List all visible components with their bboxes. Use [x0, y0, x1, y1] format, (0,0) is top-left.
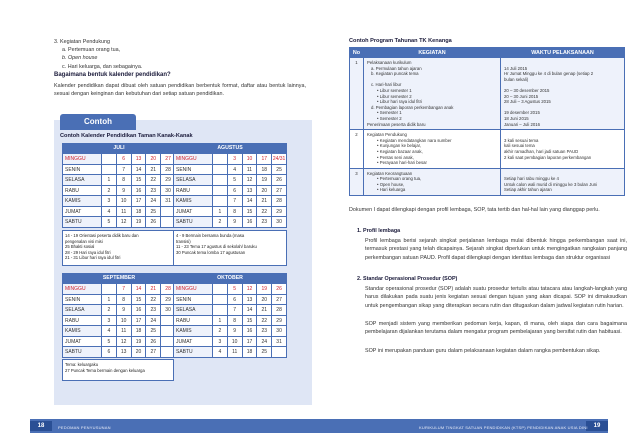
calendar-date: [212, 186, 227, 196]
calendar-september: [62, 273, 176, 358]
paragraph-sop-2: SOP menjadi sistem yang memberikan pedoman kerja, kapan, di mana, oleh siapa dan cara bagaimana pembelajaran dijalankan terutama dalam mengatur program pembelajaran yang bersifat rutin dan habituasi.: [365, 321, 627, 336]
calendar-date: 10: [116, 316, 131, 326]
table-row: [350, 168, 625, 195]
note-line: 14 - 19 Orientasi peserta didik baru dan: [65, 233, 139, 238]
calendar-date: 6: [227, 295, 242, 305]
calendar-day-label: SENIN: [174, 295, 212, 305]
calendar-month-header: AGUSTUS: [174, 144, 286, 153]
page-number-left: 18: [30, 421, 52, 431]
calendar-date: 5: [227, 284, 242, 294]
calendar-date: [212, 165, 227, 175]
calendar-date: 10: [242, 154, 257, 164]
calendar-date: 6: [116, 154, 131, 164]
calendar-date: 11: [116, 326, 131, 336]
calendar-row: [63, 153, 175, 164]
note-line: 11 - 23 Tema 17 agustus di sekolah/ baruku: [176, 244, 257, 250]
waktu-cell: [501, 168, 625, 195]
kegiatan-line: • Pertemuan orang tua,: [377, 176, 422, 182]
calendar-date: 9: [116, 186, 131, 196]
calendar-row: [174, 153, 286, 164]
calendar-row: [63, 195, 175, 206]
calendar-date: 30: [271, 326, 286, 336]
waktu-line: 20 – 30 desember 2015: [504, 87, 550, 93]
calendar-date: 9: [227, 217, 242, 227]
calendar-date: 20: [256, 186, 271, 196]
list-item: a. Pertemuan orang tua,: [62, 47, 121, 54]
calendar-date: 31: [271, 337, 286, 347]
header-kegiatan: KEGIATAN: [364, 48, 501, 58]
kegiatan-cell: [364, 130, 501, 169]
kegiatan-line: • Libur semester 1: [377, 87, 412, 93]
kegiatan-line: • Kegiatan bazaar anak,: [377, 148, 423, 154]
kegiatan-line: • Semester 1: [377, 110, 402, 116]
notes-juli: [62, 230, 174, 266]
calendar-row: [174, 185, 286, 196]
kegiatan-line: a. Permulaan tahun ajaran: [371, 65, 422, 71]
calendar-date: 31: [160, 196, 175, 206]
calendar-date: 29: [271, 316, 286, 326]
calendar-row: [174, 346, 286, 357]
calendar-date: 18: [131, 326, 146, 336]
kegiatan-line: • Pentas seni anak,: [377, 154, 414, 160]
calendar-date: 1: [212, 316, 227, 326]
waktu-line: 18 Juni 2015: [504, 115, 529, 121]
waktu-line: 14 Juli 2015: [504, 65, 528, 71]
calendar-date: 1: [101, 175, 116, 185]
calendar-date: 3: [227, 154, 242, 164]
intro-paragraph: Kalender pendidikan dapat dibuat oleh satuan pendidikan berbentuk format, daftar atau bentuk lainnya, sesuai dengan keinginan dan kebutuhan dari setiap satuan pendidikan.: [54, 83, 306, 98]
calendar-date: 13: [242, 295, 257, 305]
kegiatan-line: Kegiatan Pendukung: [367, 132, 407, 138]
calendar-date: 26: [271, 284, 286, 294]
calendar-date: 3: [101, 316, 116, 326]
intro-paragraph: Dokumen I dapat dilengkapi dengan profil lembaga, SOP, tata tertib dan hal-hal lain yang dianggap perlu.: [349, 207, 600, 213]
calendar-date: 28: [160, 284, 175, 294]
calendar-date: 25: [256, 347, 271, 357]
calendar-date: 5: [101, 217, 116, 227]
calendar-date: [212, 196, 227, 206]
calendar-date: 1: [101, 295, 116, 305]
calendar-date: 11: [242, 165, 257, 175]
calendar-date: 16: [131, 186, 146, 196]
calendar-day-label: SENIN: [174, 165, 212, 175]
calendar-date: 24: [256, 337, 271, 347]
calendar-date: 26: [145, 217, 160, 227]
contoh-tab: [60, 114, 136, 130]
kegiatan-line: Kegiatan Keorangtuaan: [367, 170, 413, 176]
calendar-day-label: SABTU: [63, 217, 101, 227]
right-page: [319, 0, 638, 433]
kegiatan-line: Penerimaan peserta didik baru: [367, 121, 426, 127]
calendar-date: 19: [256, 284, 271, 294]
calendar-date: 30: [160, 305, 175, 315]
calendar-date: 1: [212, 207, 227, 217]
calendar-title: Contoh Kalender Pendidikan Taman Kanak-Kanak: [60, 133, 193, 139]
kegiatan-line: Pelaksanaan kurikulum: [367, 60, 412, 65]
calendar-date: 29: [271, 207, 286, 217]
calendar-agustus: [173, 143, 287, 228]
waktu-line: Hr Jumat Minggu ke 4 di bulan genap (setiap 2: [504, 71, 594, 77]
calendar-date: [101, 165, 116, 175]
note-line: 30 Puncak tema lomba 17 agustusan: [176, 249, 246, 255]
calendar-row: [174, 315, 286, 326]
waktu-cell: [501, 58, 625, 130]
calendar-date: 15: [131, 295, 146, 305]
calendar-row: [63, 294, 175, 305]
calendar-row: [174, 164, 286, 175]
calendar-day-label: SELASA: [174, 175, 212, 185]
calendar-row: [174, 336, 286, 347]
calendar-date: 19: [131, 217, 146, 227]
kegiatan-pendukung-list: [54, 38, 142, 71]
calendar-date: 20: [145, 154, 160, 164]
list-heading: 3. Kegiatan Pendukung: [54, 39, 111, 45]
calendar-day-label: KAMIS: [174, 196, 212, 206]
calendar-date: 9: [116, 305, 131, 315]
calendar-date: 28: [160, 165, 175, 175]
calendar-row: [174, 304, 286, 315]
waktu-line: bulan sekali): [504, 76, 529, 82]
calendar-day-label: JUMAT: [63, 207, 101, 217]
calendar-date: 8: [227, 207, 242, 217]
header-waktu: WAKTU PELAKSANAAN: [501, 48, 625, 58]
calendar-date: 19: [256, 175, 271, 185]
calendar-date: 8: [227, 316, 242, 326]
calendar-date: 7: [227, 305, 242, 315]
note-line: transisi): [176, 238, 191, 244]
calendar-day-label: SABTU: [63, 347, 101, 357]
waktu-line: 20 – 30 Juni 2015: [504, 93, 539, 99]
calendar-date: 12: [242, 175, 257, 185]
calendar-date: 26: [145, 337, 160, 347]
calendar-day-label: MINGGU: [174, 284, 212, 294]
calendar-row: [63, 185, 175, 196]
paragraph-sop-3: SOP ini merupakan panduan guru dalam pelaksanaan kegiatan dalam rangka pembentukan sikap.: [365, 348, 601, 354]
heading-profil: 1. Profil lembaga: [357, 228, 401, 234]
calendar-date: 21: [256, 196, 271, 206]
table-header-row: [350, 48, 625, 58]
calendar-date: 13: [116, 347, 131, 357]
table-row: [350, 58, 625, 130]
calendar-date: 13: [131, 154, 146, 164]
kegiatan-line: • Libur hari raya idul fitri: [377, 99, 422, 105]
calendar-date: [212, 295, 227, 305]
calendar-date: 16: [131, 305, 146, 315]
calendar-date: 8: [116, 295, 131, 305]
waktu-line: akhir ramadhan, hari jadi satuan PAUD: [504, 148, 579, 154]
calendar-day-label: MINGGU: [63, 154, 101, 164]
calendar-date: 15: [242, 316, 257, 326]
calendar-date: 2: [212, 326, 227, 336]
waktu-cell: [501, 130, 625, 169]
kegiatan-line: d. Pembagian laporan perkembangan anak: [371, 104, 454, 110]
calendar-date: 25: [145, 207, 160, 217]
calendar-date: 3: [101, 196, 116, 206]
waktu-line: Setiap akhir tahun ajaran: [504, 187, 552, 193]
calendar-day-label: SELASA: [63, 175, 101, 185]
paragraph-profil: Profil lembaga berisi sejarah singkat perjalanan lembaga mulai dibentuk hingga perkembangan saat ini, termasuk prestasi yang telah dicapainya. Sejarah singkat diperlukan untuk mengingatkan rangkaian panjang perkembangan satuan PAUD. Profil dapat dilengkapi dengan identitas lembaga dan struktur organisasi: [365, 238, 627, 261]
calendar-date: 15: [131, 175, 146, 185]
calendar-date: 23: [256, 217, 271, 227]
calendar-date: 25: [145, 326, 160, 336]
calendar-row: [174, 325, 286, 336]
calendar-date: 11: [227, 347, 242, 357]
waktu-line: 2 kali saat pembagian laporan perkembangan: [504, 154, 592, 160]
calendar-date: [212, 175, 227, 185]
calendar-date: 14: [242, 196, 257, 206]
note-line: 27 Puncak Tema bermain dengan keluarga: [65, 367, 145, 373]
calendar-date: 2: [101, 186, 116, 196]
calendar-date: 6: [227, 186, 242, 196]
row-number: 1: [350, 58, 364, 130]
calendar-date: 29: [160, 175, 175, 185]
calendar-date: 14: [131, 165, 146, 175]
calendar-date: 21: [145, 284, 160, 294]
note-line: 25 Bhakti sosial: [65, 244, 95, 250]
note-line: 28 - 29 Hari raya idul fitri: [65, 249, 111, 255]
calendar-day-label: MINGGU: [63, 284, 101, 294]
calendar-date: 5: [227, 175, 242, 185]
calendar-day-label: KAMIS: [174, 326, 212, 336]
kegiatan-line: • Perayaan hari-hari besar: [377, 160, 427, 166]
calendar-day-label: RABU: [174, 186, 212, 196]
calendar-date: [212, 154, 227, 164]
calendar-row: [174, 195, 286, 206]
row-number: 3: [350, 168, 364, 195]
calendar-date: 13: [242, 186, 257, 196]
calendar-date: 11: [116, 207, 131, 217]
calendar-date: 21: [256, 305, 271, 315]
header-no: No: [350, 48, 364, 58]
calendar-date: [212, 284, 227, 294]
calendar-day-label: KAMIS: [63, 326, 101, 336]
calendar-day-label: SABTU: [174, 217, 212, 227]
calendar-row: [174, 294, 286, 305]
footer-text-left: PEDOMAN PENYUSUNAN: [58, 425, 111, 430]
kegiatan-line: c. Hari-hari libur: [371, 82, 402, 88]
calendar-date: 20: [131, 347, 146, 357]
calendar-month-header: JULI: [63, 144, 175, 153]
list-item: b. Open house: [62, 55, 98, 62]
waktu-line: 3 kali sesuai tema: [504, 137, 539, 143]
notes-september: [62, 359, 174, 381]
calendar-date: 27: [271, 295, 286, 305]
calendar-date: 18: [256, 165, 271, 175]
calendar-day-label: JUMAT: [63, 337, 101, 347]
note-line: Tema: keluargaku: [65, 362, 99, 367]
calendar-date: 7: [227, 196, 242, 206]
note-line: 21 - 31 Libur hari raya idul fitri: [65, 255, 121, 261]
calendar-day-label: JUMAT: [174, 337, 212, 347]
calendar-date: 16: [242, 326, 257, 336]
calendar-day-label: RABU: [63, 316, 101, 326]
kegiatan-line: • Hari keluarga: [377, 187, 406, 193]
calendar-row: [63, 304, 175, 315]
calendar-date: 23: [256, 326, 271, 336]
calendar-date: [212, 305, 227, 315]
calendar-day-label: KAMIS: [63, 196, 101, 206]
kegiatan-line: • Libur semester 2: [377, 93, 412, 99]
calendar-row: [174, 283, 286, 294]
calendar-date: 10: [116, 196, 131, 206]
contoh-label: Contoh: [84, 117, 112, 126]
footer-text-right: KURIKULUM TINGKAT SATUAN PENDIDIKAN (KTSP) PENDIDIKAN ANAK USIA DINI: [419, 425, 588, 430]
waktu-line: Untuk calon wali murid di minggu ke 3 bulan Juni: [504, 181, 598, 187]
program-title: Contoh Program Tahunan TK Kenanga: [349, 38, 452, 44]
calendar-date: 8: [116, 175, 131, 185]
calendar-date: 26: [271, 175, 286, 185]
calendar-date: 21: [145, 165, 160, 175]
calendar-date: 15: [242, 207, 257, 217]
table-row: [350, 130, 625, 169]
waktu-line: Setiap hari rabu minggu ke 4: [504, 176, 559, 182]
calendar-date: 5: [101, 337, 116, 347]
calendar-date: 2: [101, 305, 116, 315]
calendar-date: 4: [227, 165, 242, 175]
waktu-line: kali sesuai tema: [504, 143, 535, 149]
calendar-date: [101, 284, 116, 294]
calendar-date: 7: [116, 165, 131, 175]
calendar-date: 19: [131, 337, 146, 347]
calendar-date: 17: [131, 196, 146, 206]
calendar-oktober: [173, 273, 287, 358]
waktu-line: 19 desember 2015: [504, 110, 540, 116]
calendar-date: 14: [242, 305, 257, 315]
calendar-row: [174, 216, 286, 227]
calendar-date: 22: [256, 316, 271, 326]
calendar-row: [63, 216, 175, 227]
waktu-line: 28 Juli – 3 Agustus 2015: [504, 99, 551, 105]
calendar-date: 27: [145, 347, 160, 357]
calendar-day-label: SELASA: [63, 305, 101, 315]
calendar-date: 4: [101, 207, 116, 217]
kegiatan-cell: [364, 58, 501, 130]
calendar-row: [63, 346, 175, 357]
calendar-date: 27: [160, 154, 175, 164]
calendar-date: 18: [242, 347, 257, 357]
calendar-row: [63, 164, 175, 175]
calendar-date: 4: [101, 326, 116, 336]
kegiatan-line: • Kunjungan ke belajar,: [377, 143, 422, 149]
calendar-month-header: OKTOBER: [174, 274, 286, 283]
note-line: 4 - 9 Bermain bersama bunda (masa: [176, 233, 245, 238]
notes-agustus: [173, 230, 287, 266]
calendar-date: 2: [212, 217, 227, 227]
calendar-juli: [62, 143, 176, 228]
calendar-date: 3: [212, 337, 227, 347]
kegiatan-line: b. Kegiatan puncak tema: [371, 71, 419, 77]
calendar-row: [63, 283, 175, 294]
calendar-day-label: SENIN: [63, 165, 101, 175]
calendar-date: [271, 347, 286, 357]
calendar-date: 18: [131, 207, 146, 217]
calendar-day-label: JUMAT: [174, 207, 212, 217]
calendar-row: [174, 206, 286, 217]
calendar-date: 16: [242, 217, 257, 227]
calendar-date: 17: [256, 154, 271, 164]
calendar-date: 22: [145, 295, 160, 305]
calendar-day-label: SABTU: [174, 347, 212, 357]
note-line: pengenalan visi misi: [65, 238, 103, 244]
calendar-date: 29: [160, 295, 175, 305]
calendar-row: [63, 315, 175, 326]
calendar-date: 27: [271, 186, 286, 196]
calendar-day-label: RABU: [174, 316, 212, 326]
calendar-date: 10: [227, 337, 242, 347]
calendar-date: 12: [242, 284, 257, 294]
calendar-date: 24/31: [272, 156, 286, 162]
calendar-date: 17: [242, 337, 257, 347]
calendar-row: [63, 206, 175, 217]
kegiatan-cell: [364, 168, 501, 195]
list-item: c. Hari keluarga, dan sebagainya.: [62, 63, 143, 70]
calendar-day-label: RABU: [63, 186, 101, 196]
kegiatan-line: • Open house,: [377, 181, 405, 187]
calendar-date: 24: [145, 196, 160, 206]
calendar-date: 25: [271, 165, 286, 175]
heading-sop: 2. Standar Operasional Prosedur (SOP): [357, 276, 458, 282]
calendar-month-header: SEPTEMBER: [63, 274, 175, 283]
calendar-row: [174, 174, 286, 185]
kegiatan-line: • Semester 2: [377, 115, 402, 121]
calendar-date: 28: [271, 196, 286, 206]
calendar-date: 6: [101, 347, 116, 357]
page-number-right: 19: [586, 421, 608, 431]
calendar-row: [63, 325, 175, 336]
calendar-date: 17: [131, 316, 146, 326]
calendar-day-label: MINGGU: [174, 154, 212, 164]
calendar-date: 9: [227, 326, 242, 336]
calendar-date: 4: [212, 347, 227, 357]
waktu-line: Januari – Juli 2016: [504, 121, 541, 127]
calendar-date: 30: [271, 217, 286, 227]
calendar-date: 23: [145, 186, 160, 196]
calendar-date: 24: [145, 316, 160, 326]
calendar-day-label: SENIN: [63, 295, 101, 305]
calendar-date: 30: [160, 186, 175, 196]
calendar-date: 22: [145, 175, 160, 185]
calendar-date: 14: [131, 284, 146, 294]
calendar-day-label: SELASA: [174, 305, 212, 315]
calendar-row: [63, 336, 175, 347]
program-table: [349, 47, 625, 196]
paragraph-sop: Standar operasional prosedur (SOP) adalah suatu prosedur tertulis atau tatacara atau langkah-langkah yang harus dilakukan pada suatu jenis kegiatan sesuai dengan tujuan yang akan dicapai. SOP ini dimaksudkan untuk pengembangan sikap yang diterapkan secara rutin dan ditugaskan dalam jadwal kegiatan rutin harian.: [365, 286, 627, 309]
question-heading: Bagaimana bentuk kalender pendidikan?: [54, 72, 171, 78]
calendar-date: 7: [116, 284, 131, 294]
calendar-date: 23: [145, 305, 160, 315]
calendar-date: 28: [271, 305, 286, 315]
calendar-row: [63, 174, 175, 185]
kegiatan-line: • Kegiatan mendatangkan nara sumber: [377, 137, 452, 143]
calendar-date: 20: [256, 295, 271, 305]
calendar-date: [101, 154, 116, 164]
calendar-date: 22: [256, 207, 271, 217]
calendar-date: 12: [116, 217, 131, 227]
calendar-date: 12: [116, 337, 131, 347]
row-number: 2: [350, 130, 364, 169]
